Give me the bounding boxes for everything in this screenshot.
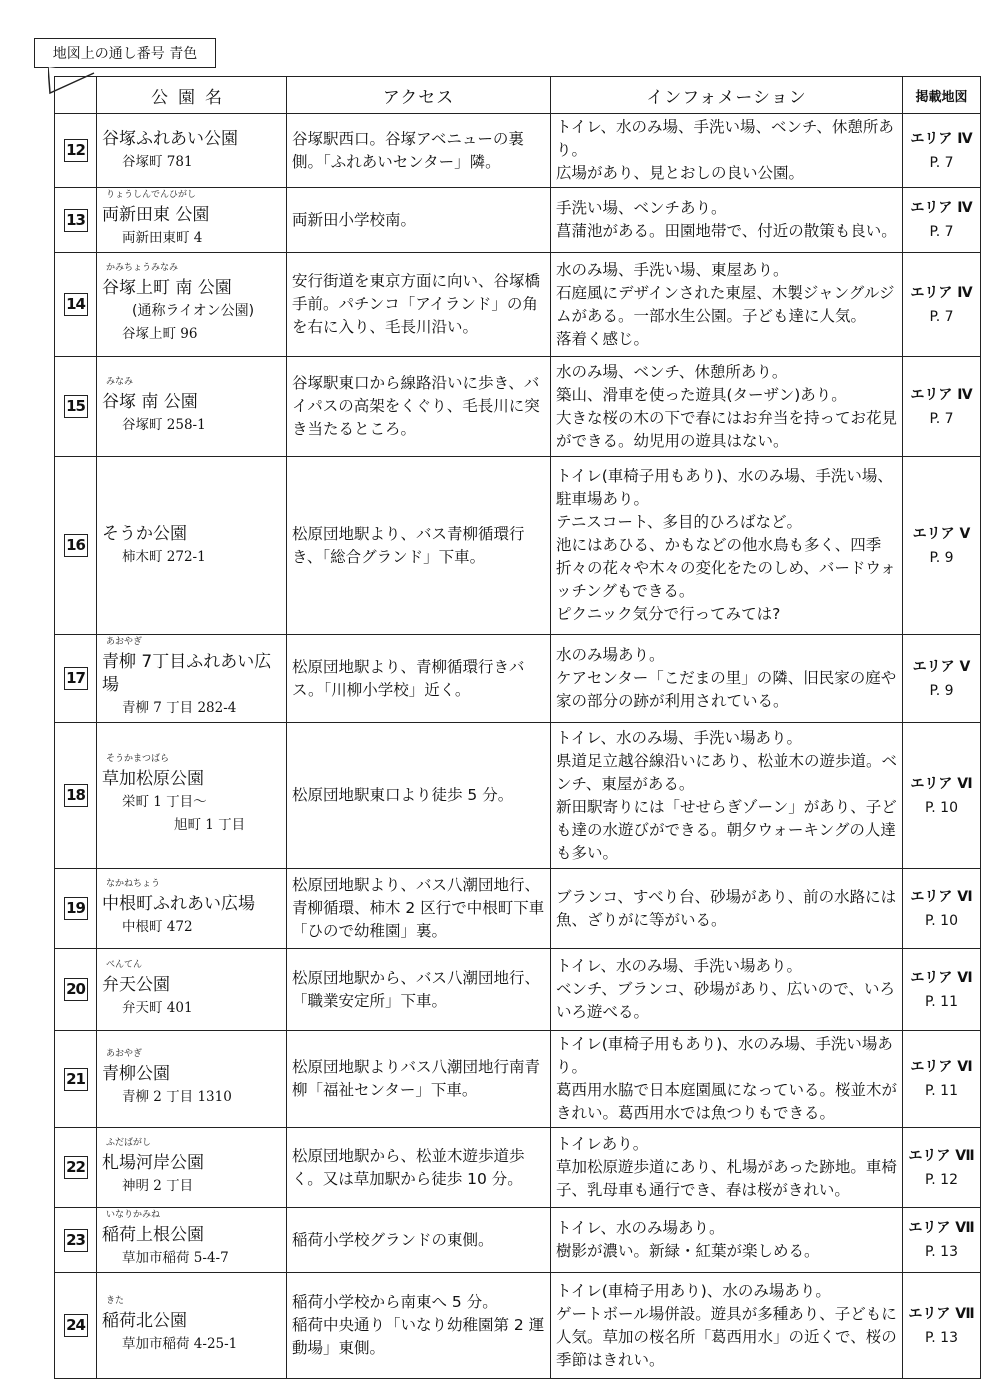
header-name: 公園名 [97,77,287,114]
park-name-ruby: なかねちょう [106,878,161,889]
park-name-cell [97,114,287,188]
info-cell: トイレ(車椅子用もあり)、水のみ場、手洗い場、駐車場あり。 テニスコート、多目的ひろばなど。 池にはあひる、かもなどの他水鳥も多く、四季折々の花々や木々の変化をたのしめ、バードウォッチングもできる。 ピクニック気分で行ってみては? [551,457,903,635]
table-row [55,1273,981,1379]
info-cell: トイレ、水のみ場あり。 樹影が濃い。新緑・紅葉が楽しめる。 [551,1208,903,1273]
map-page: P. 10 [925,799,958,816]
row-number-cell [55,253,97,357]
map-area: エリア Ⅵ [910,775,973,792]
row-number: 15 [64,395,88,418]
park-name-cell [97,1128,287,1208]
park-name: 青柳 7丁目ふれあい広場 [102,652,272,695]
map-cell [903,949,981,1031]
park-name: 稲荷上根公園 [102,1225,204,1245]
map-page: P. 9 [929,549,954,566]
park-name-ruby: そうかまつばら [106,754,170,764]
table-row [55,1128,981,1208]
row-number: 24 [64,1314,88,1337]
access-cell: 松原団地駅よりバス八潮団地行南青柳「福祉センター」下車。 [287,1031,551,1128]
map-cell [903,114,981,188]
park-name-ruby: りょうしんでんひがし [106,190,197,200]
park-address: 草加市稲荷 5-4-7 [122,1250,229,1266]
map-page: P. 7 [929,410,954,427]
park-name: 弁天公園 [102,974,170,995]
access-cell: 稲荷小学校グランドの東側。 [287,1208,551,1273]
header-num [55,77,97,114]
row-number: 13 [64,209,88,232]
header-info: インフォメーション [551,77,903,114]
park-name-ruby: みなみ [106,376,134,387]
map-cell [903,1208,981,1273]
park-name-ruby: かみちょうみなみ [106,263,179,273]
park-address: 谷塚町 781 [122,153,193,170]
park-name: 両新田東 公園 [102,205,210,225]
access-cell: 両新田小学校南。 [287,188,551,253]
table-row [55,869,981,949]
map-page: P. 11 [925,993,958,1010]
row-number-cell [55,1128,97,1208]
header-row [55,77,981,114]
map-cell [903,357,981,457]
row-number: 16 [64,534,88,557]
map-area: エリア Ⅳ [910,130,973,147]
info-cell: トイレ(車椅子用あり)、水のみ場あり。 ゲートボール場併設。遊具が多種あり、子どもに人気。草加の桜名所「葛西用水」の近くで、桜の季節はきれい。 [551,1273,903,1379]
access-cell: 安行街道を東京方面に向い、谷塚橋手前。パチンコ「アイランド」の角を右に入り、毛長川沿い。 [287,253,551,357]
row-number: 23 [64,1229,88,1252]
park-name-cell [97,457,287,635]
map-page: P. 9 [929,682,954,699]
info-cell: トイレ、水のみ場、手洗い場あり。 県道足立越谷線沿いにあり、松並木の遊歩道。ベンチ、東屋がある。 新田駅寄りには「せせらぎゾーン」があり、子ども達の水遊びができる。朝夕ウォーキングの人達も多い。 [551,723,903,869]
info-cell: 手洗い場、ベンチあり。 菖蒲池がある。田園地帯で、付近の散策も良い。 [551,188,903,253]
park-address: 栄町 1 丁目〜 [122,794,207,810]
info-cell: 水のみ場、ベンチ、休憩所あり。 築山、滑車を使った遊具(ターザン)あり。 大きな桜の木の下で春にはお弁当を持ってお花見ができる。幼児用の遊具はない。 [551,357,903,457]
info-cell: トイレ、水のみ場、手洗い場、ベンチ、休憩所あり。 広場があり、見とおしの良い公園。 [551,114,903,188]
table-row [55,1031,981,1128]
map-cell [903,1031,981,1128]
access-cell: 松原団地駅から、松並木遊歩道歩く。又は草加駅から徒歩 10 分。 [287,1128,551,1208]
map-area: エリア Ⅶ [908,1147,975,1164]
park-name: 谷塚 南 公園 [102,391,198,412]
park-address: 谷塚上町 96 [122,326,198,342]
row-number: 20 [64,978,88,1001]
map-area: エリア Ⅳ [910,200,973,216]
park-address: 弁天町 401 [122,999,193,1016]
row-number: 14 [64,293,88,316]
table-row [55,723,981,869]
row-number-cell [55,188,97,253]
map-page: P. 7 [929,308,954,325]
park-name-cell [97,1273,287,1379]
access-cell: 谷塚駅西口。谷塚アベニューの裏側。「ふれあいセンター」隣。 [287,114,551,188]
info-cell: トイレ、水のみ場、手洗い場あり。 ベンチ、ブランコ、砂場があり、広いので、いろいろ遊べる。 [551,949,903,1031]
info-cell: 水のみ場あり。 ケアセンター「こだまの里」の隣、旧民家の庭や家の部分の跡が利用されている。 [551,635,903,723]
row-number: 12 [64,139,88,162]
info-cell: 水のみ場、手洗い場、東屋あり。 石庭風にデザインされた東屋、木製ジャングルジムがある。一部水生公園。子ども達に人気。 落着く感じ。 [551,253,903,357]
park-name: そうか公園 [102,523,187,544]
table-row [55,114,981,188]
map-page: P. 12 [925,1171,958,1188]
park-name-ruby: いなりかみね [106,1210,161,1220]
table-row [55,1208,981,1273]
map-cell [903,253,981,357]
park-address: 草加市稲荷 4-25-1 [122,1335,238,1352]
table-row [55,253,981,357]
map-cell [903,869,981,949]
park-name-cell [97,635,287,723]
park-address: 中根町 472 [122,918,193,935]
park-address: 青柳 7 丁目 282-4 [122,700,237,716]
park-name-cell [97,1031,287,1128]
park-name: 稲荷北公園 [102,1310,187,1331]
row-number-cell [55,114,97,188]
park-name: 谷塚上町 南 公園 [102,278,232,298]
park-name-ruby: あおやぎ [106,1049,143,1059]
table-row [55,635,981,723]
info-cell: トイレあり。 草加松原遊歩道にあり、札場があった跡地。車椅子、乳母車も通行でき、春は桜がきれい。 [551,1128,903,1208]
park-address: 青柳 2 丁目 1310 [122,1089,232,1105]
access-cell: 松原団地駅より、バス八潮団地行、青柳循環、柿木 2 区行で中根町下車 「ひので幼稚園」裏。 [287,869,551,949]
map-area: エリア Ⅶ [908,1305,975,1322]
row-number-cell [55,1031,97,1128]
table-row [55,357,981,457]
park-name-cell [97,253,287,357]
map-cell [903,188,981,253]
park-address-2: 旭町 1 丁目 [174,817,246,833]
info-cell: トイレ(車椅子用もあり)、水のみ場、手洗い場あり。 葛西用水脇で日本庭園風になっている。桜並木がきれい。葛西用水では魚つりもできる。 [551,1031,903,1128]
map-page: P. 11 [925,1083,958,1099]
park-alias: (通称ライオン公園) [132,303,255,319]
park-name-ruby: べんてん [106,959,143,970]
row-number: 21 [64,1068,88,1091]
access-cell: 松原団地駅より、青柳循環行きバス。「川柳小学校」近く。 [287,635,551,723]
park-name: 中根町ふれあい広場 [102,893,255,914]
map-area: エリア Ⅳ [910,386,973,403]
map-cell [903,457,981,635]
legend-callout [34,38,216,68]
park-name: 青柳公園 [102,1064,170,1084]
park-name-cell [97,1208,287,1273]
map-area: エリア Ⅴ [912,525,971,542]
park-name-cell [97,869,287,949]
map-page: P. 7 [929,224,954,240]
header-access: アクセス [287,77,551,114]
park-name-ruby: きた [106,1295,125,1306]
row-number-cell [55,457,97,635]
map-cell [903,1273,981,1379]
park-address: 両新田東町 4 [122,230,203,246]
map-page: P. 13 [925,1244,958,1260]
access-cell: 松原団地駅東口より徒歩 5 分。 [287,723,551,869]
park-address: 柿木町 272-1 [122,548,206,565]
callout-label: 地図上の通し番号 青色 [52,46,198,62]
row-number-cell [55,635,97,723]
park-address: 神明 2 丁目 [122,1177,194,1194]
map-area: エリア Ⅵ [910,888,973,905]
park-name-ruby: あおやぎ [106,637,143,647]
table-row [55,457,981,635]
park-address: 谷塚町 258-1 [122,416,206,433]
map-cell [903,1128,981,1208]
access-cell: 稲荷小学校から南東へ 5 分。 稲荷中央通り「いなり幼稚園第 2 運動場」東側。 [287,1273,551,1379]
map-area: エリア Ⅳ [910,284,973,301]
map-area: エリア Ⅵ [910,969,973,986]
row-number-cell [55,1208,97,1273]
row-number-cell [55,949,97,1031]
park-name-cell [97,188,287,253]
row-number: 17 [64,667,88,690]
row-number-cell [55,357,97,457]
map-area: エリア Ⅴ [912,658,971,675]
row-number-cell [55,1273,97,1379]
info-cell: ブランコ、すべり台、砂場があり、前の水路には魚、ざりがに等がいる。 [551,869,903,949]
map-page: P. 13 [925,1329,958,1346]
row-number-cell [55,869,97,949]
table-row [55,949,981,1031]
access-cell: 松原団地駅より、バス青柳循環行き、「総合グランド」下車。 [287,457,551,635]
row-number: 22 [64,1156,88,1179]
map-cell [903,723,981,869]
map-area: エリア Ⅶ [908,1220,975,1236]
park-name-cell [97,357,287,457]
park-name-cell [97,723,287,869]
access-cell: 谷塚駅東口から線路沿いに歩き、バイパスの高架をくぐり、毛長川に突き当たるところ。 [287,357,551,457]
park-name-ruby: ふだばがし [106,1137,152,1148]
access-cell: 松原団地駅から、バス八潮団地行、「職業安定所」下車。 [287,949,551,1031]
park-name: 草加松原公園 [102,769,204,789]
row-number: 19 [64,897,88,920]
park-table [54,76,981,1379]
header-map: 掲載地図 [903,77,981,114]
map-cell [903,635,981,723]
park-name: 谷塚ふれあい公園 [102,128,238,149]
map-page: P. 7 [929,154,954,171]
table-row [55,188,981,253]
map-page: P. 10 [925,912,958,929]
map-area: エリア Ⅵ [910,1059,973,1075]
row-number: 18 [64,784,88,807]
park-name-cell [97,949,287,1031]
park-name: 札場河岸公園 [102,1152,204,1173]
row-number-cell [55,723,97,869]
